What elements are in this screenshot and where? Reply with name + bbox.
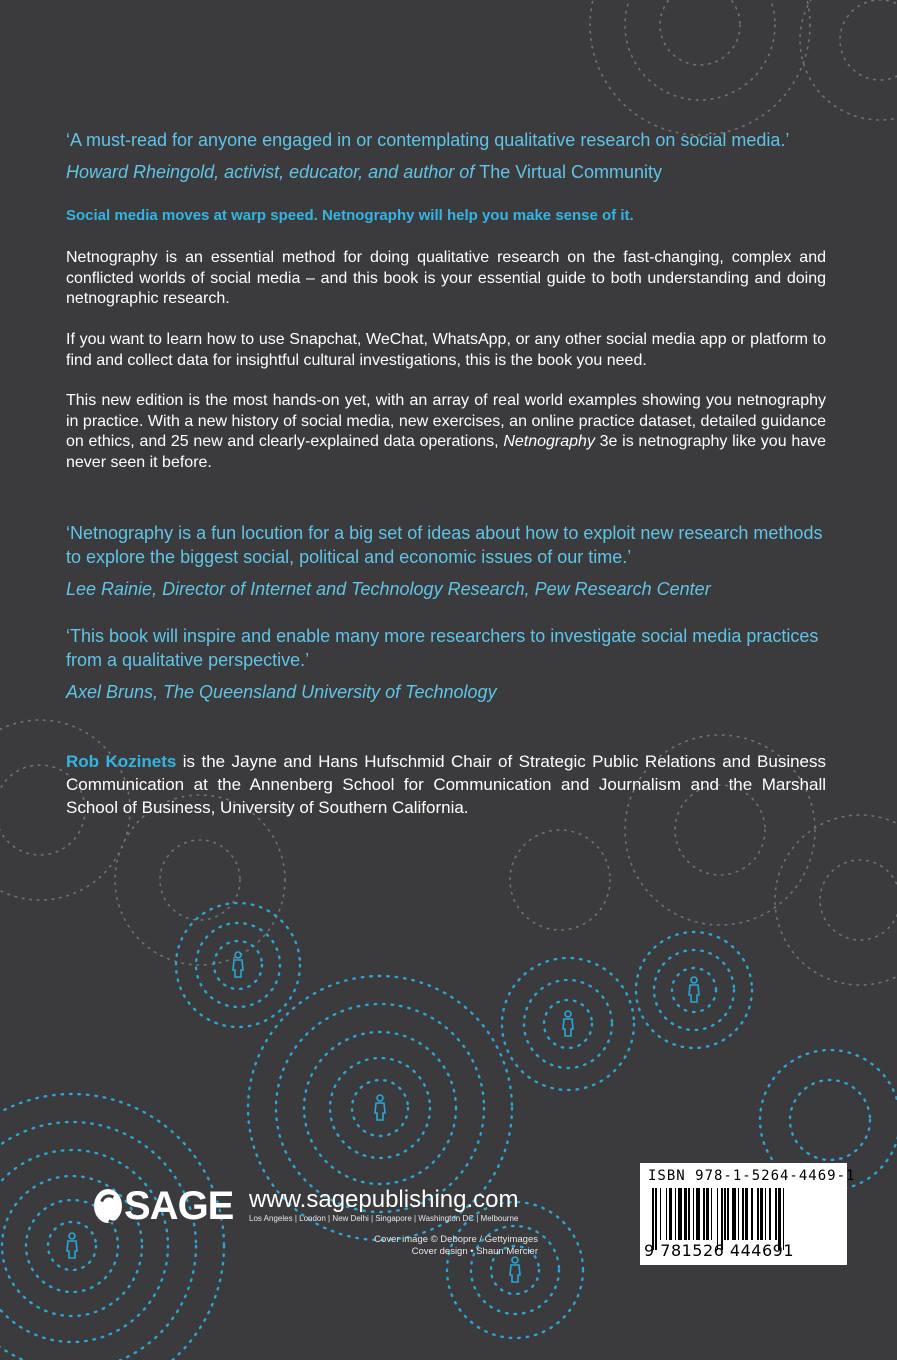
- sage-logo-text: SAGE: [124, 1184, 234, 1228]
- description-paragraph-3: [66, 391, 826, 473]
- quote-bruns-text: ‘This book will inspire and enable many more researchers to investigate social media practices from a qualitative perspective.’: [66, 626, 819, 670]
- attribution-book-title: The Virtual Community: [479, 162, 662, 182]
- quote-rainie-text: ‘Netnography is a fun locution for a big set of ideas about how to exploit new research methods to explore the biggest social, political and economic issues of our time.’: [66, 523, 823, 567]
- sage-s-icon: [94, 1189, 122, 1223]
- quote-rheingold-attribution: [66, 160, 826, 184]
- cover-credits: [330, 1234, 538, 1258]
- author-name: Rob Kozinets: [66, 752, 177, 771]
- sage-logo: [94, 1186, 233, 1226]
- quote-rheingold: [66, 128, 826, 184]
- cover-image-credit: Cover image © Debopre / Gettyimages: [374, 1234, 538, 1245]
- quote-rainie-attribution: Lee Rainie, Director of Internet and Technology Research, Pew Research Center: [66, 579, 711, 599]
- barcode-bar: [784, 1188, 786, 1240]
- quote-rheingold-text: ‘A must-read for anyone engaged in or contemplating qualitative research on social media.’: [66, 130, 790, 150]
- description-paragraph-1: Netnography is an essential method for doing qualitative research on the fast-changing, complex and conflicted worlds of social media – and this book is your essential guide to both understanding and doing netnographic research.: [66, 249, 826, 307]
- description-paragraph-2: If you want to learn how to use Snapchat, WeChat, WhatsApp, or any other social media app or platform to find and collect data for insightful cultural investigations, this is the book you need.: [66, 331, 826, 369]
- quote-bruns-attribution: Axel Bruns, The Queensland University of Technology: [66, 682, 497, 702]
- quote-rainie: [66, 521, 826, 601]
- publisher-cities: Los Angeles | London | New Delhi | Singapore | Washington DC | Melbourne: [249, 1214, 519, 1223]
- lead-sentence: Social media moves at warp speed. Netnography will help you make sense of it.: [66, 207, 634, 224]
- isbn-barcode-box: [640, 1163, 856, 1265]
- paragraph-3-text-b: 3e is netnography like you have never seen it before.: [66, 433, 827, 471]
- publisher-url[interactable]: www.sagepublishing.com: [249, 1186, 519, 1213]
- quote-bruns: [66, 624, 826, 704]
- author-bio: [66, 750, 826, 819]
- isbn-digits: 9 781526 444691: [644, 1241, 795, 1260]
- attribution-text: Howard Rheingold, activist, educator, and author of: [66, 162, 480, 182]
- paragraph-3-text-a: This new edition is the most hands-on yet, with an array of real world examples showing you netnography in practice. With a new history of social media, new exercises, an online practice dataset, detailed guidance on ethics, and 25 new and clearly-explained data operations,: [66, 392, 826, 450]
- isbn-label: ISBN 978-1-5264-4469-1: [648, 1168, 856, 1184]
- author-bio-text: is the Jayne and Hans Hufschmid Chair of Strategic Public Relations and Business Communication at the Annenberg School for Communication and Journalism and the Marshall School of Business, University of Southern California.: [66, 752, 827, 817]
- paragraph-3-book-title: Netnography: [503, 433, 595, 450]
- cover-design-credit: Cover design • Shaun Mercier: [411, 1246, 538, 1257]
